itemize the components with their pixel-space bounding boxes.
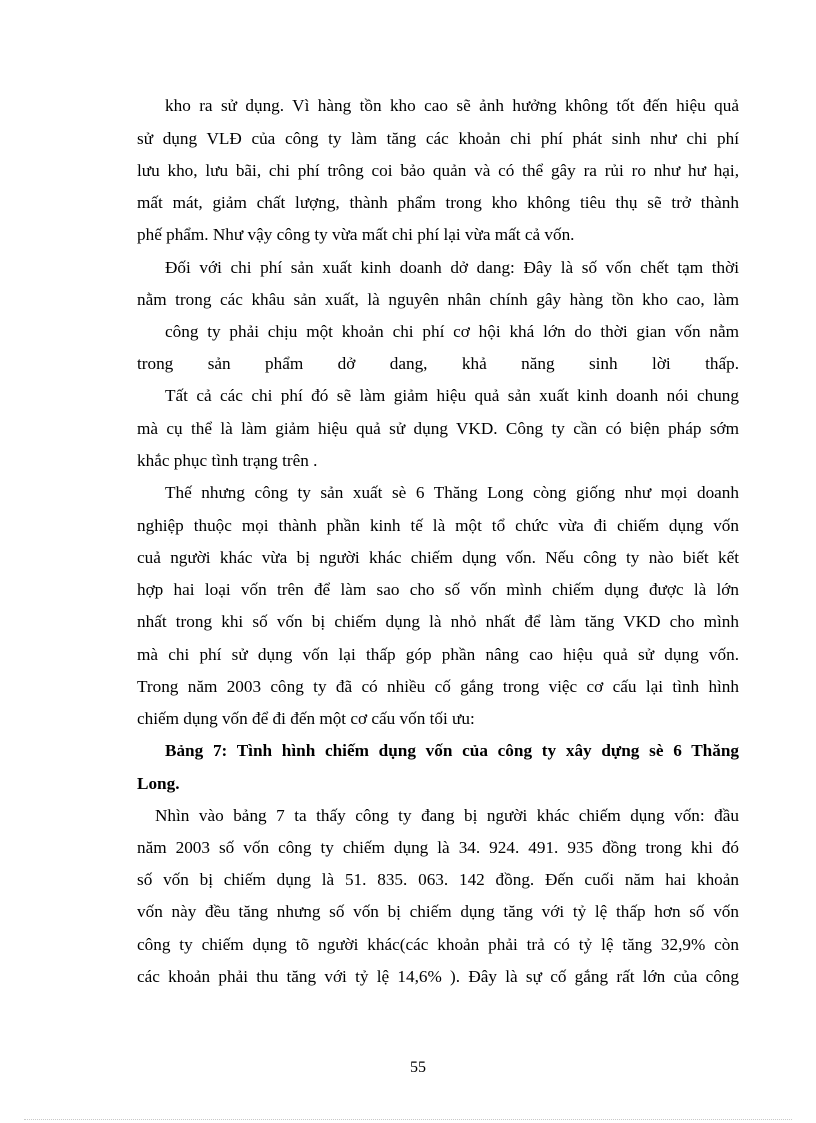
text-line-7: nằm trong các khâu sản xuất, là nguyên nhân chính gây hàng tồn kho cao, làm <box>137 290 739 309</box>
table-caption: Bảng 7: Tình hình chiếm dụng vốn của công ty xây dựng sè 6 Thăng <box>165 741 739 760</box>
text-line-20: chiếm dụng vốn để đi đến một cơ cấu vốn tối ưu: <box>137 709 475 728</box>
text-line-15: cuả người khác vừa bị người khác chiếm dụng vốn. Nếu công ty nào biết kết <box>137 548 739 567</box>
text-line-12: khắc phục tình trạng trên . <box>137 451 318 470</box>
table-caption-continued: Long. <box>137 774 180 793</box>
text-line-14: nghiệp thuộc mọi thành phần kinh tế là một tổ chức vừa đi chiếm dụng vốn <box>137 516 739 535</box>
text-line-1: kho ra sử dụng. Vì hàng tồn kho cao sẽ ảnh hưởng không tốt đến hiệu quả <box>165 96 739 115</box>
text-line-27: công ty chiếm dụng tõ người khác(các khoản phải trả có tỷ lệ tăng 32,9% còn <box>137 935 739 954</box>
text-line-13: Thế nhưng công ty sản xuất sè 6 Thăng Long còng giống như mọi doanh <box>165 483 739 502</box>
text-line-8: công ty phải chịu một khoản chi phí cơ hội khá lớn do thời gian vốn nằm <box>165 322 739 341</box>
text-line-18: mà chi phí sử dụng vốn lại thấp góp phần nâng cao hiệu quả sử dụng vốn. <box>137 645 739 664</box>
text-line-17: nhất trong khi số vốn bị chiếm dụng là nhỏ nhất để làm tăng VKD cho mình <box>137 612 739 631</box>
text-line-25: số vốn bị chiếm dụng là 51. 835. 063. 142 đồng. Đến cuối năm hai khoản <box>137 870 739 889</box>
text-line-3: lưu kho, lưu bãi, chi phí trông coi bảo quản và có thể gây ra rủi ro như hư hại, <box>137 161 739 180</box>
text-line-23: Nhìn vào bảng 7 ta thấy công ty đang bị người khác chiếm dụng vốn: đầu <box>155 806 739 825</box>
page-number: 55 <box>410 1059 426 1076</box>
text-line-16: hợp hai loại vốn trên để làm sao cho số vốn mình chiếm dụng được là lớn <box>137 580 739 599</box>
text-line-19: Trong năm 2003 công ty đã có nhiều cố gắng trong việc cơ cấu lại tình hình <box>137 677 739 696</box>
text-line-6: Đối với chi phí sản xuất kinh doanh dở dang: Đây là số vốn chết tạm thời <box>165 258 739 277</box>
text-line-24: năm 2003 số vốn công ty chiếm dụng là 34. 924. 491. 935 đồng trong khi đó <box>137 838 739 857</box>
text-line-5: phế phẩm. Như vậy công ty vừa mất chi phí lại vừa mất cả vốn. <box>137 225 575 244</box>
text-line-26: vốn này đều tăng nhưng số vốn bị chiếm dụng tăng với tỷ lệ thấp hơn số vốn <box>137 902 739 921</box>
text-line-28: các khoản phải thu tăng với tỷ lệ 14,6% ). Đây là sự cố gắng rất lớn của công <box>137 967 739 986</box>
text-line-4: mất mát, giảm chất lượng, thành phẩm trong kho không tiêu thụ sẽ trở thành <box>137 193 739 212</box>
text-line-10: Tất cả các chi phí đó sẽ làm giảm hiệu quả sản xuất kinh doanh nói chung <box>165 386 739 405</box>
text-line-2: sử dụng VLĐ của công ty làm tăng các khoản chi phí phát sinh như chi phí <box>137 129 739 148</box>
page-bottom-divider <box>24 1119 792 1120</box>
text-line-11: mà cụ thể là làm giảm hiệu quả sử dụng VKD. Công ty cần có biện pháp sớm <box>137 419 739 438</box>
text-line-9: trong sản phẩm dở dang, khả năng sinh lời thấp. <box>137 354 739 373</box>
